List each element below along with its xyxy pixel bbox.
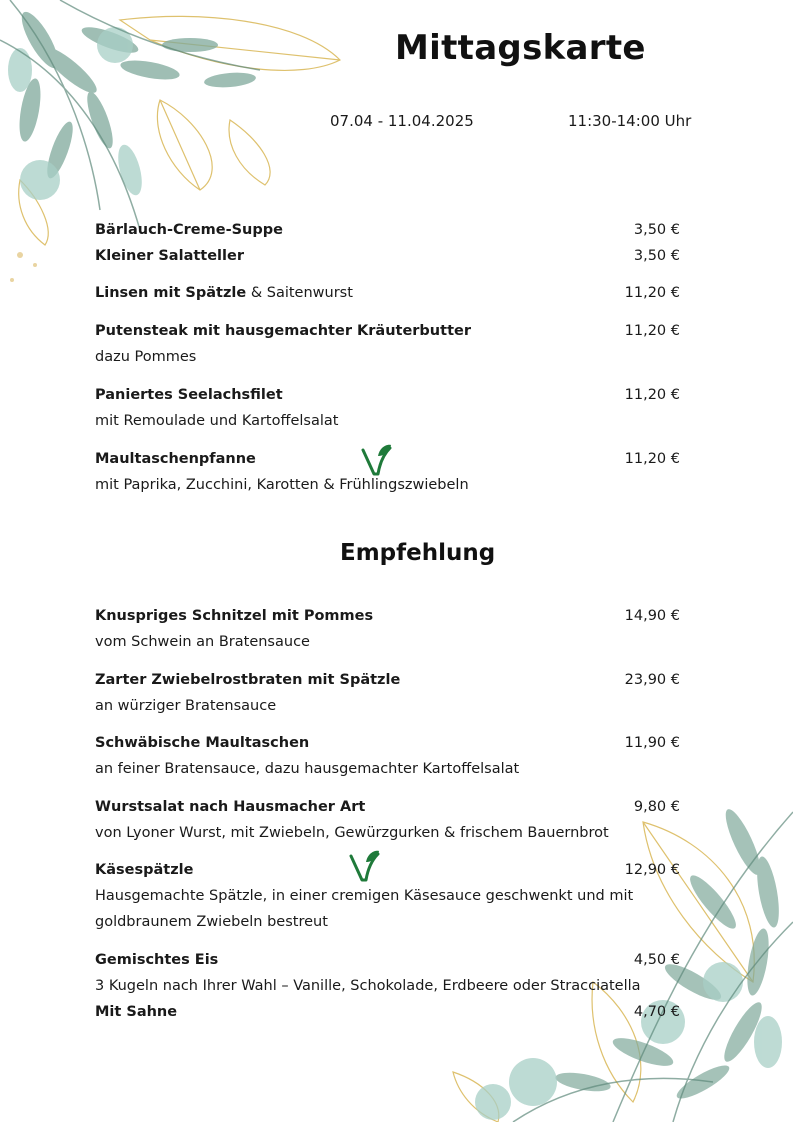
item-description: an würziger Bratensauce [95,698,277,714]
opening-hours: 11:30-14:00 Uhr [568,112,692,130]
menu-item [95,667,680,719]
item-price: 9,80 € [633,799,680,815]
page-title: Mittagskarte [395,28,646,68]
item-name: Mit Sahne [95,1004,178,1020]
item-name: Putensteak mit hausgemachter Kräuterbutter [95,323,471,339]
menu-item [95,999,680,1025]
menu-item [95,947,680,999]
item-price: 23,90 € [624,672,680,688]
item-description: von Lyoner Wurst, mit Zwiebeln, Gewürzgurken & frischem Bauernbrot [95,825,609,841]
date-range: 07.04 - 11.04.2025 [330,112,474,130]
menu-item [95,794,680,846]
vegetarian-leaf-icon [348,848,380,884]
item-price: 3,50 € [633,248,680,264]
menu-item [95,318,680,370]
item-description: 3 Kugeln nach Ihrer Wahl – Vanille, Schokolade, Erdbeere oder Stracciatella [95,978,641,994]
item-name: Bärlauch-Creme-Suppe [95,222,283,238]
item-price: 14,90 € [624,608,680,624]
item-price: 11,20 € [624,323,680,339]
item-price: 4,50 € [633,952,680,968]
item-price: 11,90 € [624,735,680,751]
menu-item [95,603,680,655]
item-name: Knuspriges Schnitzel mit Pommes [95,608,374,624]
item-price: 3,50 € [633,222,680,238]
item-name: Maultaschenpfanne [95,451,256,467]
item-name: Käsespätzle [95,862,194,878]
item-name: Linsen mit Spätzle [95,285,247,301]
menu-item [95,217,680,243]
section-title: Empfehlung [340,540,496,566]
item-description: dazu Pommes [95,349,197,365]
menu-item [95,243,680,269]
item-name: Schwäbische Maultaschen [95,735,310,751]
item-price: 4,70 € [633,1004,680,1020]
menu-item [95,280,680,306]
item-name: Gemischtes Eis [95,952,219,968]
item-name: Wurstsalat nach Hausmacher Art [95,799,366,815]
item-name: Zarter Zwiebelrostbraten mit Spätzle [95,672,401,688]
menu-item [95,382,680,434]
item-description: mit Paprika, Zucchini, Karotten & Frühlingszwiebeln [95,477,469,493]
item-side: & Saitenwurst [246,285,353,301]
item-description: an feiner Bratensauce, dazu hausgemachter Kartoffelsalat [95,761,520,777]
item-price: 11,20 € [624,387,680,403]
item-price: 11,20 € [624,451,680,467]
menu-item [95,730,680,782]
item-price: 12,90 € [624,862,680,878]
item-description: mit Remoulade und Kartoffelsalat [95,413,339,429]
menu-item [95,857,680,935]
vegetarian-leaf-icon [360,442,392,478]
item-description: Hausgemachte Spätzle, in einer cremigen Käsesauce geschwenkt und mit goldbraunem Zwiebeln bestreut [95,888,634,930]
item-description: vom Schwein an Bratensauce [95,634,310,650]
item-price: 11,20 € [624,285,680,301]
item-name: Kleiner Salatteller [95,248,244,264]
item-name: Paniertes Seelachsfilet [95,387,283,403]
